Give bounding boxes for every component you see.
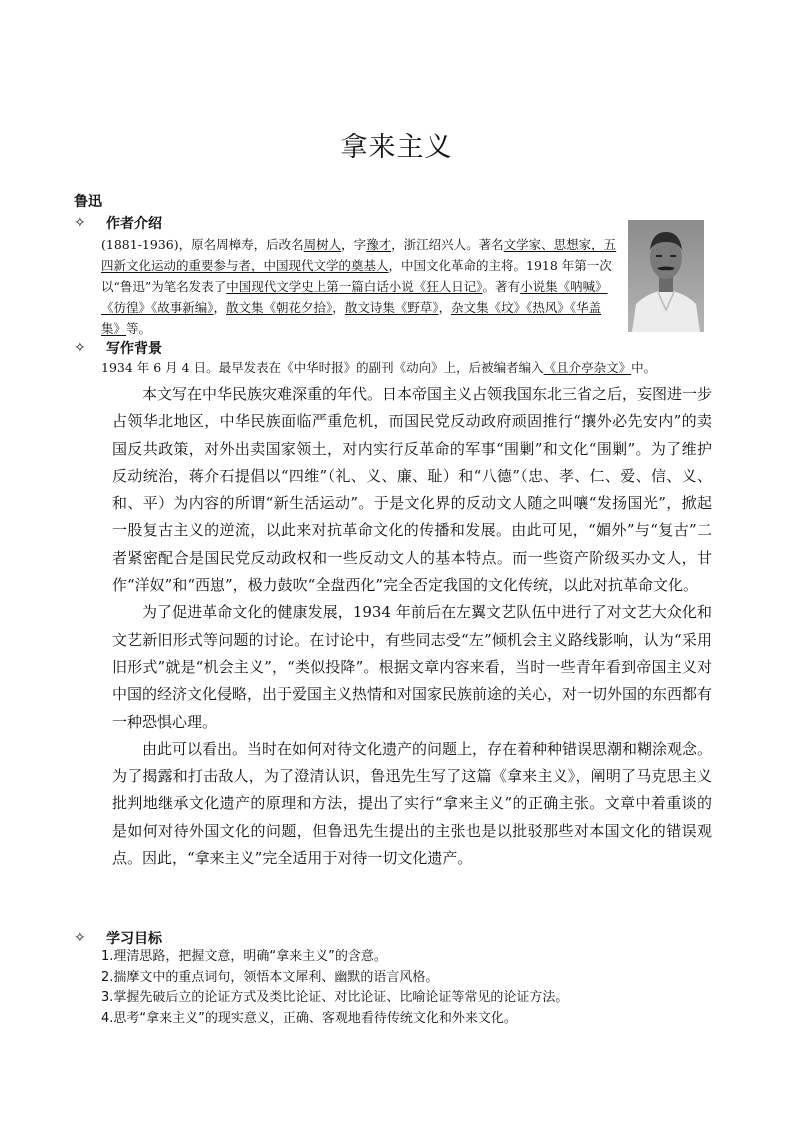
section-heading-background bbox=[74, 338, 162, 358]
section-label: 写作背景 bbox=[106, 341, 162, 357]
author-intro: (1881-1936)，原名周樟寿，后改名周树人，字豫才，浙江绍兴人。著名文学家、思想家，五四新文化运动的重要参与者，中国现代文学的奠基人，中国文化革命的主将。1918 年第一次以“鲁迅”为笔名发表了中国现代文学史上第一篇白话小说《狂人日记》。著有小说集《呐喊》《彷徨》《故事新编》，散文集《朝花夕拾》，散文诗集《野草》，杂文集《坟》《热风》《华盖集》等。 bbox=[101, 237, 617, 336]
list-item: 1.理清思路，把握文意，明确“拿来主义”的含意。 bbox=[101, 949, 387, 964]
portrait-image bbox=[628, 220, 704, 332]
author-name: 鲁迅 bbox=[74, 194, 102, 210]
bullet-icon: ✧ bbox=[74, 340, 86, 356]
essay-paragraph: 由此可以看出。当时在如何对待文化遗产的问题上，存在着种种错误思潮和糊涂观念。为了揭露和打击敌人，为了澄清认识，鲁迅先生写了这篇《拿来主义》，阐明了马克思主义批判地继承文化遗产的原理和方法，提出了实行“拿来主义”的正确主张。文章中着重谈的是如何对待外国文化的问题，但鲁迅先生提出的主张也是以批驳那些对本国文化的错误观点。因此，“拿来主义”完全适用于对待一切文化遗产。 bbox=[112, 739, 713, 868]
list-item: 3.掌握先破后立的论证方式及类比论证、对比论证、比喻论证等常见的论证方法。 bbox=[101, 990, 569, 1005]
section-heading-intro bbox=[74, 213, 162, 233]
bullet-icon: ✧ bbox=[74, 930, 86, 946]
list-item: 2.揣摩文中的重点词句，领悟本文犀利、幽默的语言风格。 bbox=[101, 969, 439, 985]
list-item: 4.思考“拿来主义”的现实意义，正确、客观地看待传统文化和外来文化。 bbox=[101, 1010, 517, 1026]
page-title: 拿来主义 bbox=[340, 132, 453, 163]
essay-paragraph: 本文写在中华民族灾难深重的年代。日本帝国主义占领我国东北三省之后，妄图进一步占领华北地区，中华民族面临严重危机，而国民党反动政府顽固推行“攘外必先安内”的卖国反共政策，对外出卖国家领土，对内实行反革命的军事“围剿”和文化“围剿”。为了维护反动统治，蒋介石提倡以“四维”（礼、义、廉、耻）和“八德”（忠、孝、仁、爱、信、义、和、平）为内容的所谓“新生活运动”。于是文化界的反动文人随之叫嚷“发扬国光”，掀起一股复古主义的逆流，以此来对抗革命文化的传播和发展。由此可见，“媚外”与“复古”二者紧密配合是国民党反动政权和一些反动文人的基本特点。而一些资产阶级买办文人，甘作“洋奴”和“西崽”，极力鼓吹“全盘西化”完全否定我国的文化传统，以此对抗革命文化。 bbox=[112, 385, 713, 595]
background-summary: 1934 年 6 月 4 日。最早发表在《中华时报》的副刊《动向》上，后被编者编入《且介亭杂文》中。 bbox=[101, 360, 657, 375]
section-label: 学习目标 bbox=[106, 931, 162, 947]
bullet-icon: ✧ bbox=[74, 215, 86, 231]
section-heading-goals bbox=[74, 928, 162, 948]
essay-paragraph: 为了促进革命文化的健康发展，1934 年前后在左翼文艺队伍中进行了对文艺大众化和文艺新旧形式等问题的讨论。在讨论中，有些同志受“左”倾机会主义路线影响，认为“采用旧形式”就是“机会主义”，“类似投降”。根据文章内容来看，当时一些青年看到帝国主义对中国的经济文化侵略，出于爱国主义热情和对国家民族前途的关心，对一切外国的东西都有一种恐惧心理。 bbox=[112, 603, 713, 731]
section-label: 作者介绍 bbox=[106, 216, 162, 232]
learning-goals-list bbox=[101, 947, 568, 1029]
author-portrait bbox=[628, 220, 704, 332]
background-essay bbox=[112, 381, 712, 872]
